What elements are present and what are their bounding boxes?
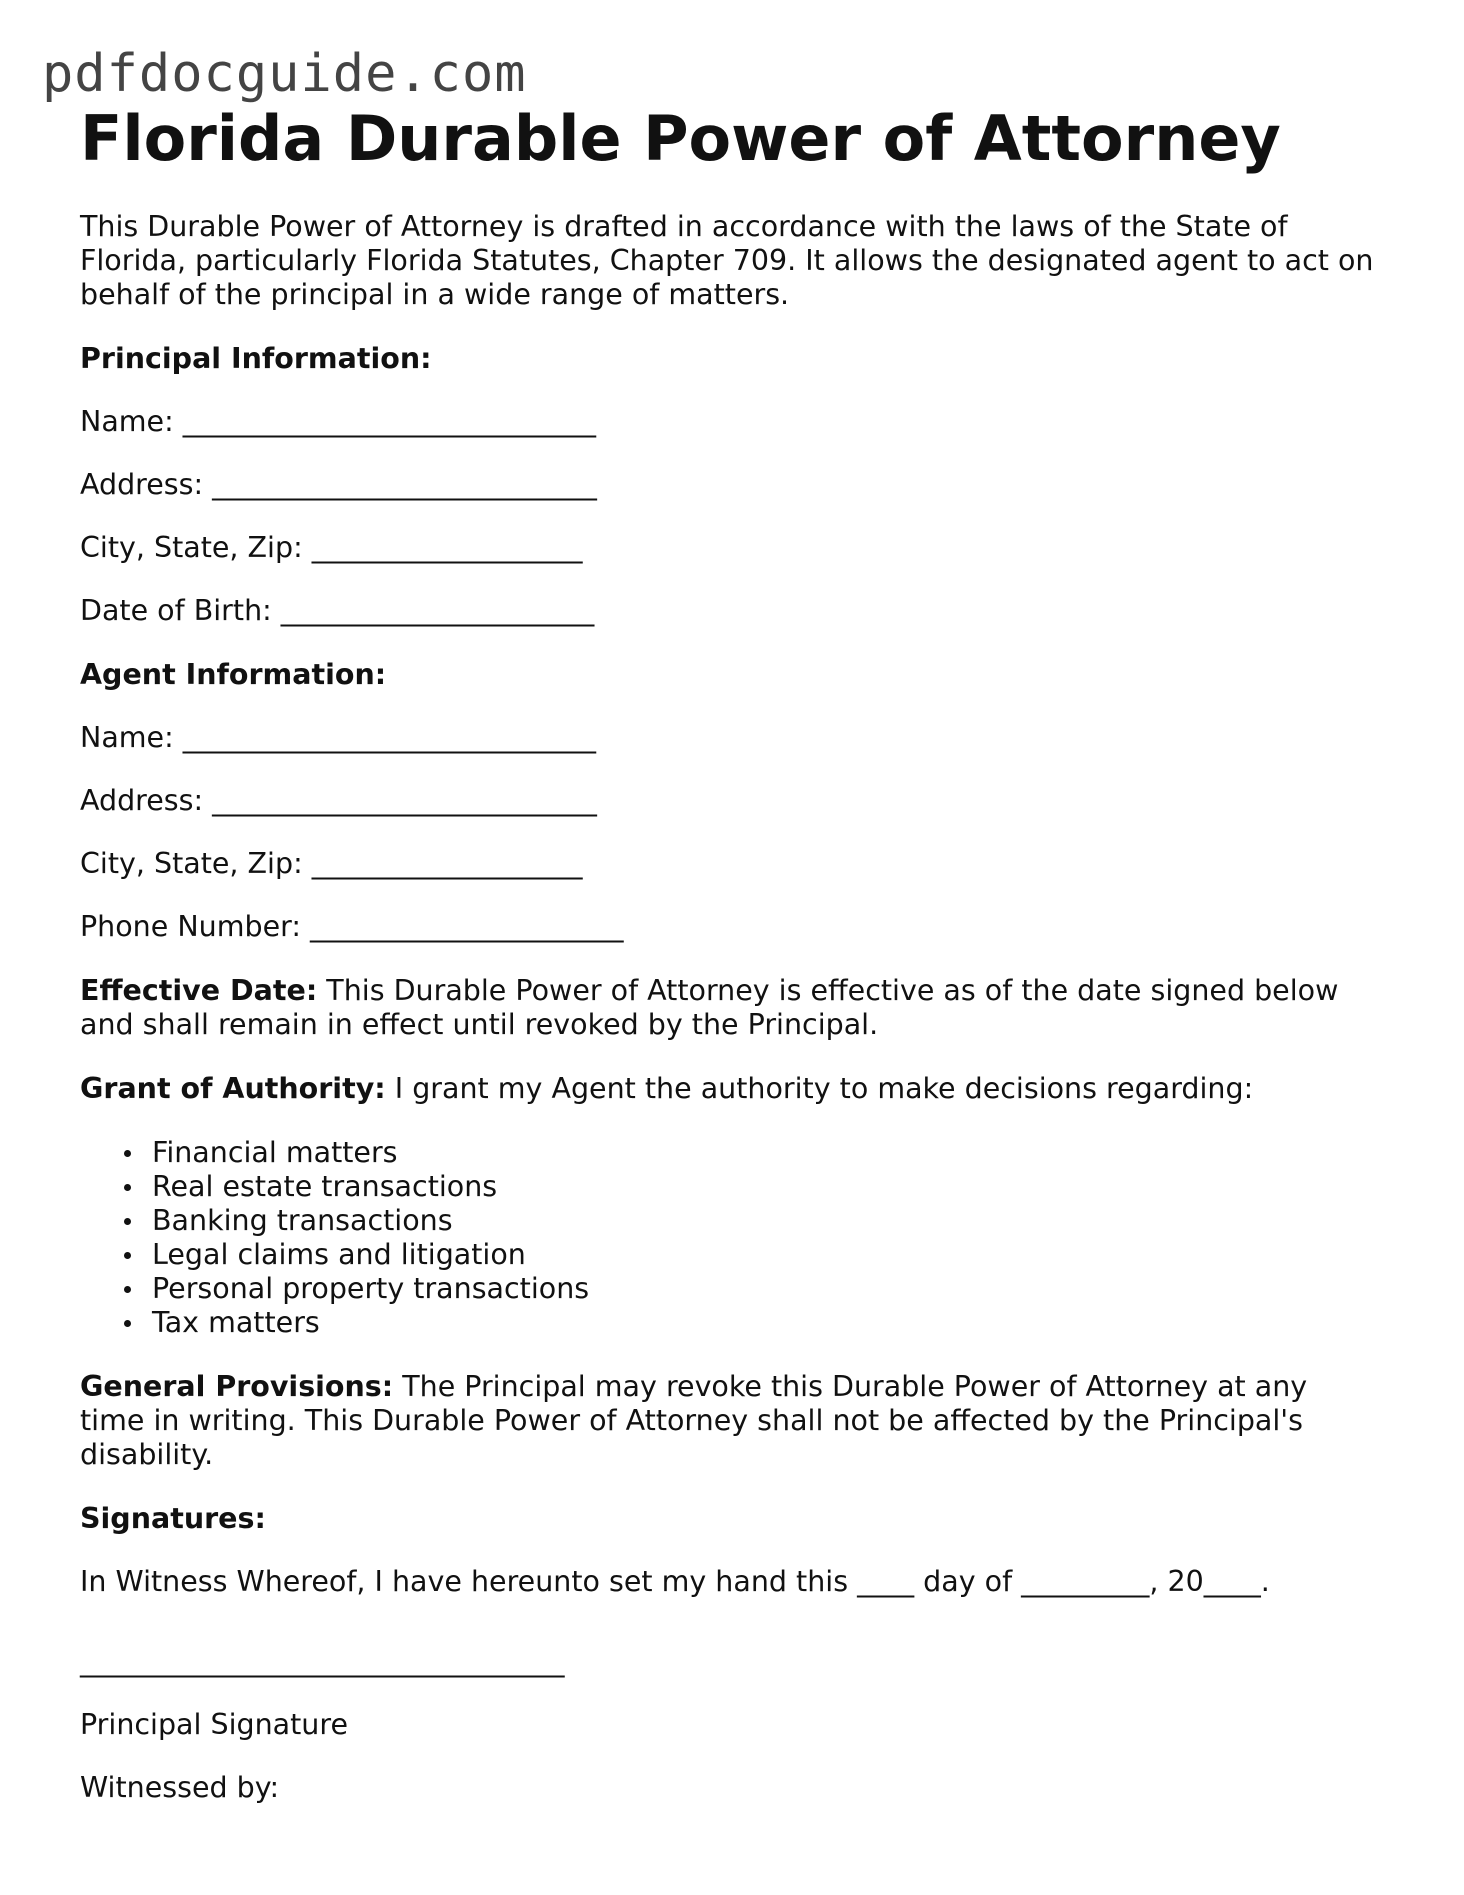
document bbox=[80, 100, 1400, 1805]
witness-whereof-line[interactable]: In Witness Whereof, I have hereunto set my hand this ____ day of _________, 20____. bbox=[80, 1565, 1270, 1598]
principal-signature-label: Principal Signature bbox=[80, 1708, 348, 1741]
list-item: Legal claims and litigation bbox=[152, 1238, 1400, 1272]
agent-phone-number-field[interactable]: Phone Number: ______________________ bbox=[80, 910, 624, 943]
signatures-heading: Signatures: bbox=[80, 1502, 266, 1535]
principal-city-state-zip-field[interactable]: City, State, Zip: ___________________ bbox=[80, 531, 583, 564]
list-item: Financial matters bbox=[152, 1136, 1400, 1170]
agent-name-field[interactable]: Name: _____________________________ bbox=[80, 721, 596, 754]
agent-city-state-zip-field[interactable]: City, State, Zip: ___________________ bbox=[80, 847, 583, 880]
list-item: Personal property transactions bbox=[152, 1272, 1400, 1306]
principal-name-field[interactable]: Name: _____________________________ bbox=[80, 405, 596, 438]
principal-signature-line[interactable]: __________________________________ bbox=[80, 1645, 565, 1678]
grant-of-authority-label: Grant of Authority: bbox=[80, 1072, 386, 1105]
principal-heading: Principal Information: bbox=[80, 342, 432, 375]
watermark: pdfdocguide.com bbox=[42, 44, 527, 104]
principal-date-of-birth-field[interactable]: Date of Birth: ______________________ bbox=[80, 594, 595, 627]
document-title: Florida Durable Power of Attorney bbox=[80, 102, 1281, 175]
list-item: Real estate transactions bbox=[152, 1170, 1400, 1204]
agent-address-field[interactable]: Address: ___________________________ bbox=[80, 784, 597, 817]
witnessed-by-label: Witnessed by: bbox=[80, 1771, 280, 1804]
effective-date-text: This Durable Power of Attorney is effective as of the date signed below and shall remain in effect until revoked by the Principal. bbox=[80, 974, 1339, 1041]
principal-address-field[interactable]: Address: ___________________________ bbox=[80, 468, 597, 501]
general-provisions-label: General Provisions: bbox=[80, 1370, 394, 1403]
grant-of-authority-paragraph bbox=[80, 1072, 1380, 1106]
agent-heading: Agent Information: bbox=[80, 658, 387, 691]
list-item: Banking transactions bbox=[152, 1204, 1400, 1238]
effective-date-label: Effective Date: bbox=[80, 974, 318, 1007]
general-provisions-text: The Principal may revoke this Durable Power of Attorney at any time in writing. This Durable Power of Attorney shall not be affected by the Principal's disability. bbox=[80, 1370, 1308, 1471]
general-provisions-paragraph bbox=[80, 1370, 1380, 1472]
intro-paragraph: This Durable Power of Attorney is drafted in accordance with the laws of the State of Florida, particularly Florida Statutes, Chapter 709. It allows the designated agent to act on behalf of the principal in a wide range of matters. bbox=[80, 210, 1374, 311]
effective-date-paragraph bbox=[80, 974, 1380, 1042]
grant-of-authority-text: I grant my Agent the authority to make decisions regarding: bbox=[385, 1072, 1254, 1105]
list-item: Tax matters bbox=[152, 1306, 1400, 1340]
authority-list bbox=[80, 1136, 1400, 1340]
